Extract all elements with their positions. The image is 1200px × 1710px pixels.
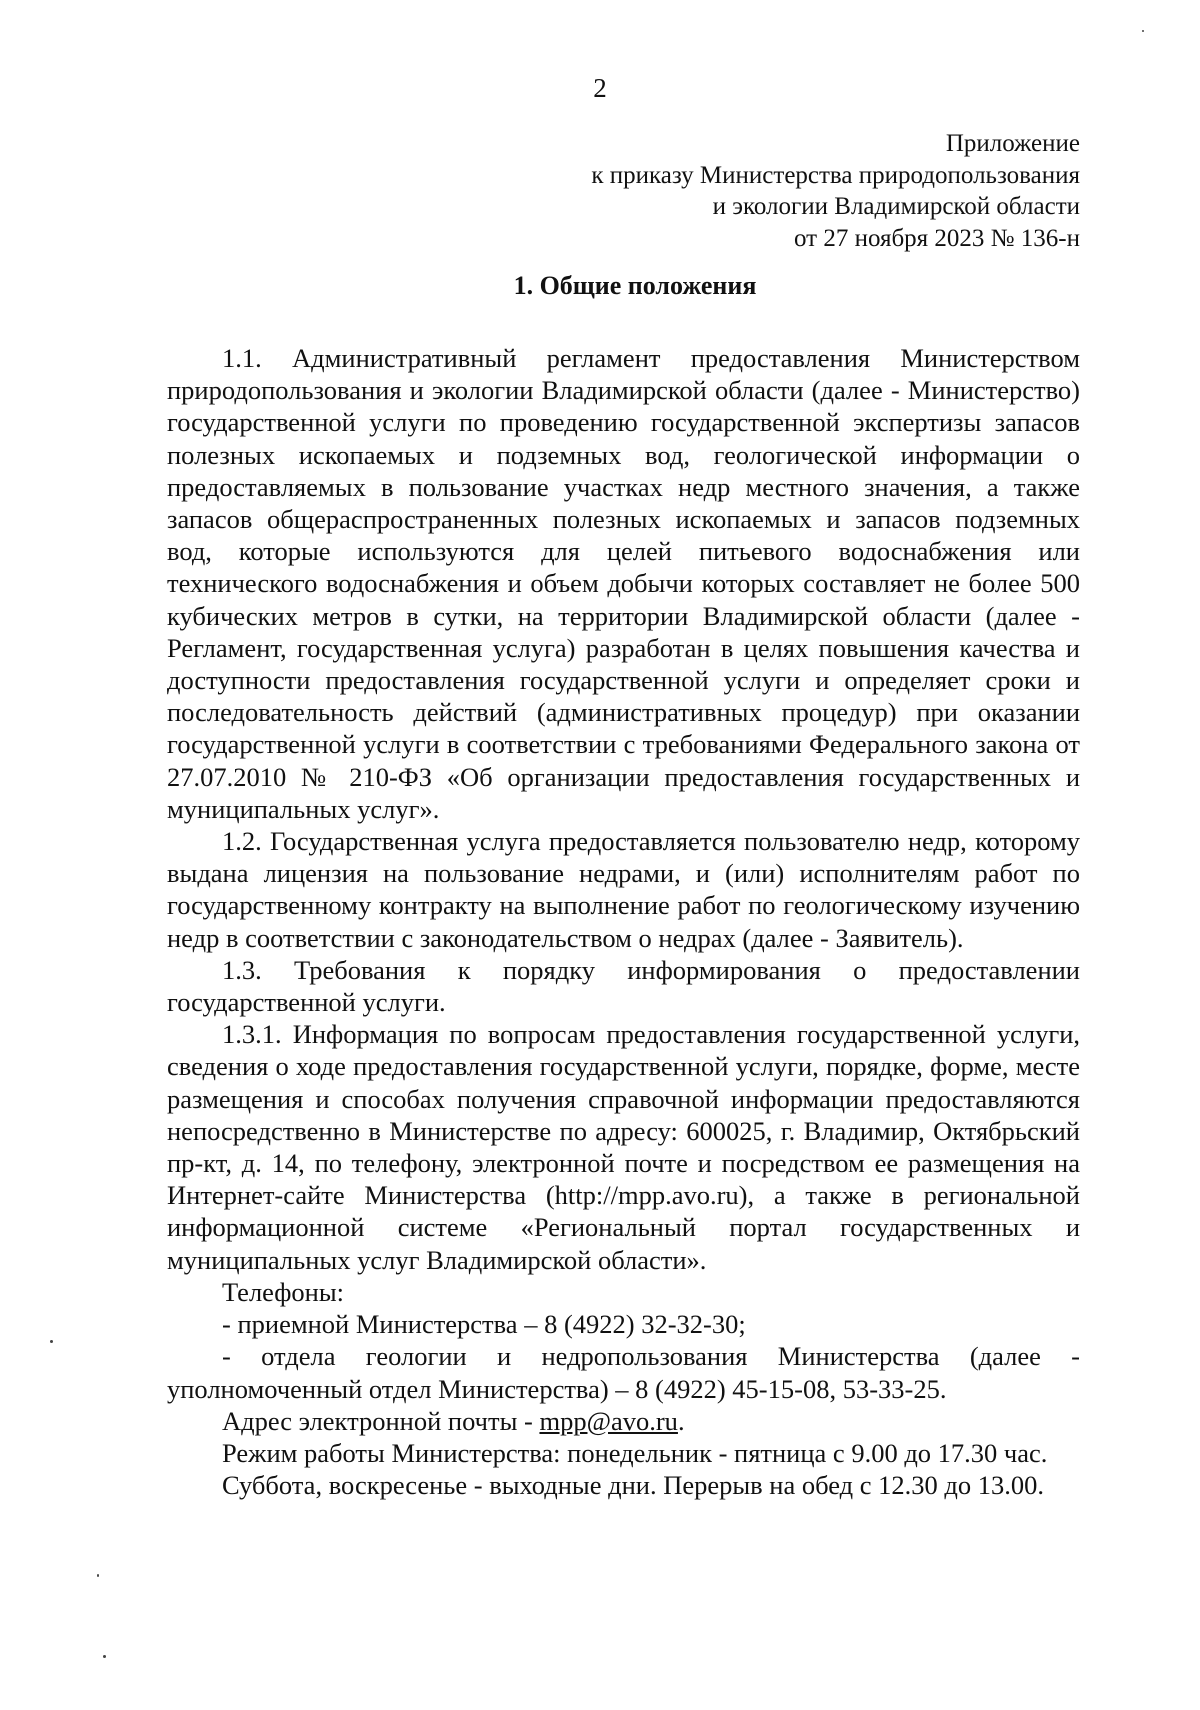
paragraph-1-1: 1.1. Административный регламент предоставления Министерством природопользования и экологии Владимирской области (далее - Министерство) государственной услуги по проведению государственной экспертизы запасов полезных ископаемых и подземных вод, геологической информации о предоставляемых в пользование участках недр местного значения, а также запасов общераспространенных полезных ископаемых и запасов подземных вод, которые используются для целей питьевого водоснабжения или технического водоснабжения и объем добычи которых составляет не более 500 кубических метров в сутки, на территории Владимирской области (далее - Регламент, государственная услуга) разработан в целях повышения качества и доступности предоставления государственной услуги и определяет сроки и последовательность действий (административных процедур) при оказании государственной услуги в соответствии с требованиями Федерального закона от 27.07.2010 № 210-ФЗ «Об организации предоставления государственных и муниципальных услуг». [167, 343, 1080, 824]
phone-reception: - приемной Министерства – 8 (4922) 32-32-30; [222, 1309, 746, 1340]
email-suffix: . [677, 1405, 685, 1436]
scan-speck [103, 1655, 106, 1658]
scan-speck [50, 1340, 53, 1343]
page-number: 2 [593, 73, 607, 103]
appendix-line-1: Приложение [945, 130, 1080, 157]
phones-label: Телефоны: [222, 1276, 345, 1307]
document-body [167, 342, 1080, 1501]
paragraph-1-2: 1.2. Государственная услуга предоставляется пользователю недр, которому выдана лицензия на пользование недрами, и (или) исполнителям работ по государственному контракту на выполнение работ по геологическому изучению недр в соответствии с законодательством о недрах (далее - Заявитель). [167, 826, 1080, 953]
scan-speck [1142, 30, 1144, 32]
scan-speck [97, 1574, 99, 1577]
paragraph-1-3: 1.3. Требования к порядку информирования о предоставлении государственной услуги. [167, 954, 1080, 1018]
appendix-line-4: от 27 ноября 2023 № 136-н [793, 224, 1080, 252]
work-hours: Режим работы Министерства: понедельник - пятница с 9.00 до 17.30 час. [222, 1437, 1048, 1468]
paragraph-1-3-1: 1.3.1. Информация по вопросам предоставления государственной услуги, сведения о ходе предоставления государственной услуги, порядке, форме, месте размещения и способах получения справочной информации предоставляются непосредственно в Министерстве по адресу: 600025, г. Владимир, Октябрьский пр-кт, д. 14, по телефону, электронной почте и посредством ее размещения на Интернет-сайте Министерства (http://mpp.avo.ru), а также в региональной информационной системе «Региональный портал государственных и муниципальных услуг Владимирской области». [167, 1019, 1080, 1275]
appendix-line-3: и экологии Владимирской области [712, 193, 1080, 220]
email-link[interactable]: mpp@avo.ru [539, 1405, 678, 1436]
weekend-hours: Суббота, воскресенье - выходные дни. Перерыв на обед с 12.30 до 13.00. [222, 1470, 1045, 1501]
appendix-line-2: к приказу Министерства природопользования [591, 161, 1080, 189]
phone-geology-department: - отдела геологии и недропользования Министерства (далее - уполномоченный отдел Министерства) – 8 (4922) 45-15-08, 53-33-25. [167, 1341, 1080, 1404]
email-paragraph [167, 1405, 1080, 1437]
appendix-header [591, 128, 1080, 254]
email-prefix: Адрес электронной почты - [222, 1405, 540, 1436]
section-title: 1. Общие положения [513, 271, 757, 300]
